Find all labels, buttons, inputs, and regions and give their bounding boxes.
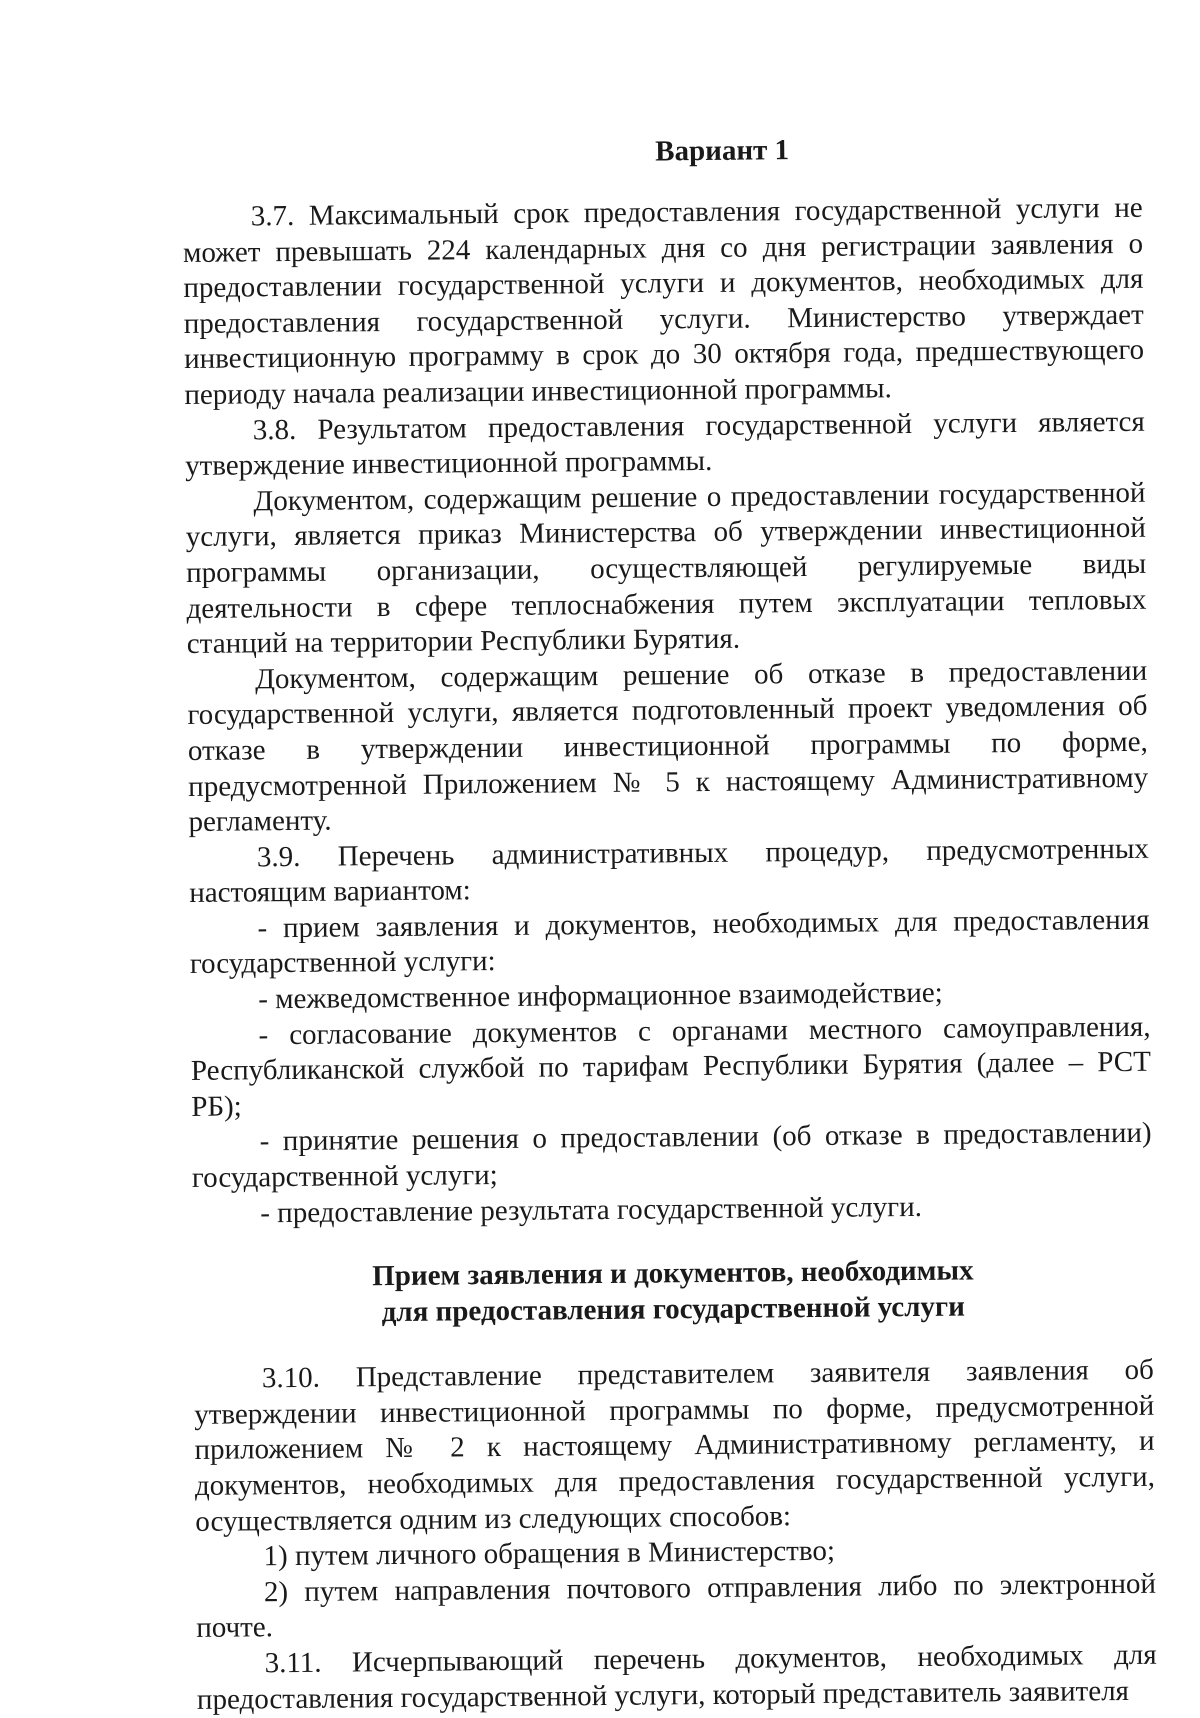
- paragraph-refusal-document: Документом, содержащим решение об отказе в предоставлении государственной услуги, является подготовленный проект уведомления об отказе в утверждении инвестиционной программы по форме, предусмотренной Приложением № 5 к настоящему Административному регламенту.: [187, 654, 1149, 839]
- paragraph-3-10: 3.10. Представление представителем заявителя заявления об утверждении инвестиционной программы по форме, предусмотренной приложением № 2 к настоящему Административному регламенту, и документов, необходимых для предоставления государственной услуги, осуществляется одним из следующих способов:: [194, 1353, 1156, 1538]
- paragraph-3-9: 3.9. Перечень административных процедур, предусмотренных настоящим вариантом:: [189, 832, 1149, 910]
- paragraph-decision-document: Документом, содержащим решение о предоставлении государственной услуги, является приказ Министерства об утверждении инвестиционной программы организации, осуществляющей регулируемые виды деятельности в сфере теплоснабжения путем эксплуатации тепловых станций на территории Республики Бурятия.: [185, 476, 1147, 661]
- method-item: 1) путем личного обращения в Министерство;: [263, 1534, 836, 1573]
- procedure-item: - предоставление результата государственной услуги.: [260, 1190, 923, 1229]
- paragraph-3-11: 3.11. Исчерпывающий перечень документов, необходимых для предоставления государственной услуги, который представитель заявителя: [196, 1638, 1157, 1716]
- paragraph-3-7: 3.7. Максимальный срок предоставления государственной услуги не может превышать 224 календарных дня со дня регистрации заявления о предоставлении государственной услуги и документов, необходимых для предоставления государственной услуги. Министерство утверждает инвестиционную программу в срок до 30 октября года, предшествующего периоду начала реализации инвестиционной программы.: [182, 191, 1145, 411]
- document-body: [182, 131, 1157, 1718]
- variant-title: Вариант 1: [655, 134, 790, 168]
- section-heading: [193, 1251, 1154, 1332]
- paragraph-3-8: 3.8. Результатом предоставления государственной услуги является утверждение инвестиционной программы.: [184, 405, 1145, 483]
- procedure-item: - прием заявления и документов, необходимых для предоставления государственной услуги:: [189, 903, 1150, 981]
- procedure-item: - межведомственное информационное взаимодействие;: [258, 976, 943, 1016]
- section-heading-line: для предоставления государственной услуги: [381, 1290, 965, 1329]
- procedure-item: - принятие решения о предоставлении (об отказе в предоставлении) государственной услуги;: [191, 1117, 1152, 1194]
- procedure-item: - согласование документов с органами местного самоуправления, Республиканской службой по тарифам Республики Бурятия (далее – РСТ РБ);: [190, 1010, 1152, 1123]
- method-item: 2) путем направления почтового отправления либо по электронной почте.: [196, 1567, 1157, 1645]
- section-heading-line: Прием заявления и документов, необходимых: [372, 1254, 974, 1293]
